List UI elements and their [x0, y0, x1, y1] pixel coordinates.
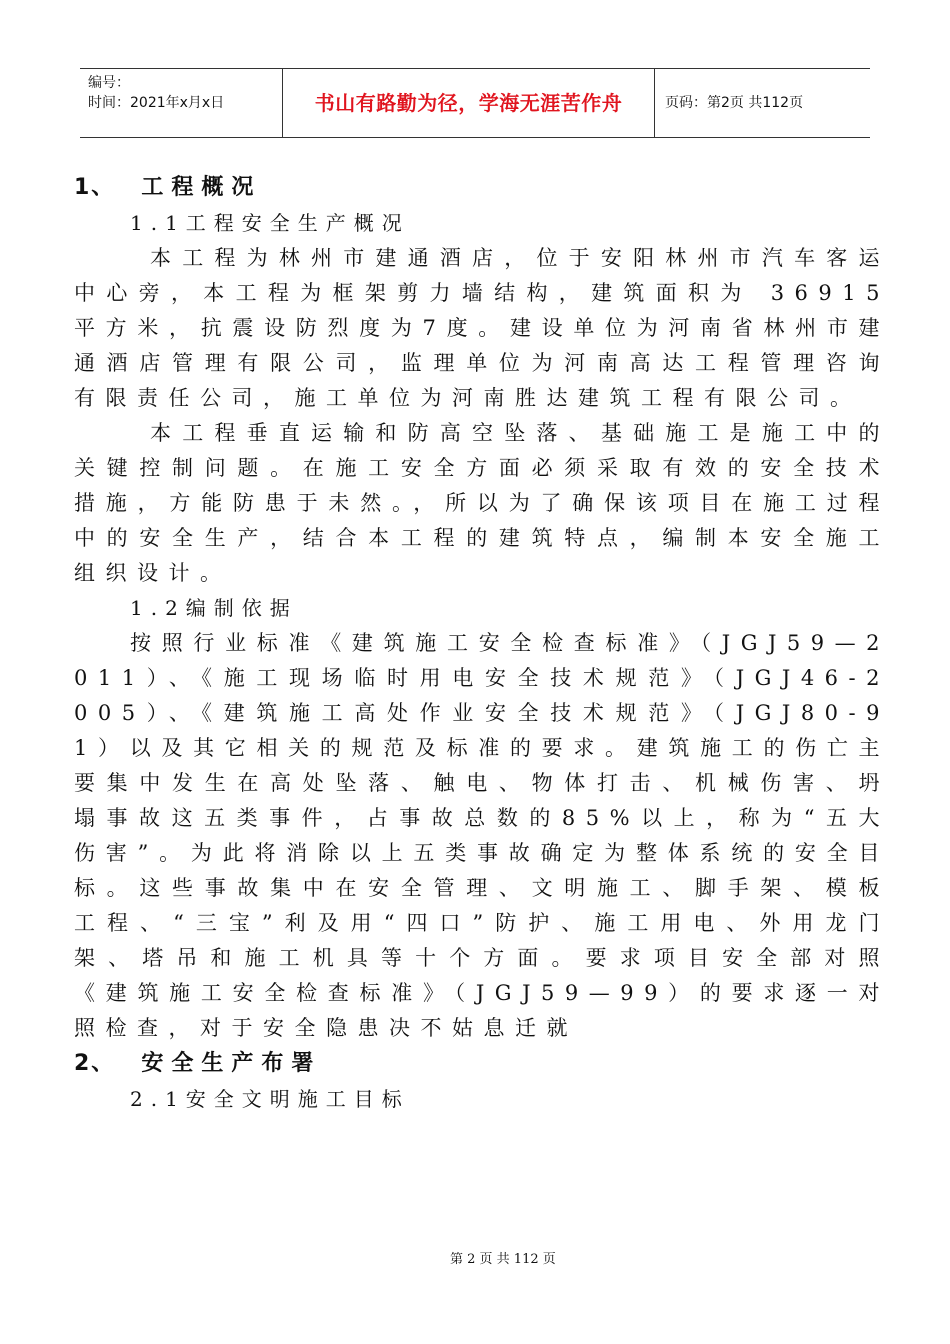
section-1-heading: [74, 170, 890, 206]
section-1-title: 工程概况: [141, 175, 262, 200]
document-body: [74, 170, 890, 1117]
paragraph-basis: 按照行业标准《建筑施工安全检查标准》（JGJ59—2011）、《施工现场临时用电安全技术规范》（JGJ46-2005）、《建筑施工高处作业安全技术规范》（JGJ80-91）以及其它相关的规范及标准的要求。建筑施工的伤亡主要集中发生在高处坠落、触电、物体打击、机械伤害、坍塌事故这五类事件，占事故总数的85%以上，称为“五大伤害”。为此将消除以上五类事故确定为整体系统的安全目标。这些事故集中在安全管理、文明施工、脚手架、模板工程、“三宝”利及用“四口”防护、施工用电、外用龙门架、塔吊和施工机具等十个方面。要求项目安全部对照《建筑施工安全检查标准》（JGJ59—99）的要求逐一对照检查，对于安全隐患决不姑息迁就: [74, 631, 890, 1040]
section-2-title: 安全生产布署: [141, 1051, 322, 1076]
section-1-number: 1、: [74, 175, 116, 200]
document-time-label: 时间：2021年x月x日: [88, 95, 225, 111]
section-2-heading: [74, 1046, 890, 1082]
section-2-number: 2、: [74, 1051, 116, 1076]
header-motto: 书山有路勤为径，学海无涯苦作舟: [283, 69, 655, 137]
paragraph-project-overview: 本工程为林州市建通酒店，位于安阳林州市汽车客运中心旁，本工程为框架剪力墙结构，建筑面积为 36915平方米，抗震设防烈度为7度。建设单位为河南省林州市建通酒店管理有限公司，监理单位为河南高达工程管理咨询有限责任公司，施工单位为河南胜达建筑工程有限公司。: [74, 246, 890, 410]
subsection-2-1-heading: 2.1安全文明施工目标: [130, 1087, 410, 1111]
subsection-1-2-heading: 1.2编制依据: [130, 596, 298, 620]
page-footer: 第 2 页 共 112 页: [450, 1252, 556, 1267]
page-header: [80, 68, 870, 138]
document-number-label: 编号：: [88, 75, 130, 91]
header-page-info: 页码：第2页 共112页: [665, 95, 804, 111]
paragraph-key-control: 本工程垂直运输和防高空坠落、基础施工是施工中的关键控制问题。在施工安全方面必须采取有效的安全技术措施，方能防患于未然。，所以为了确保该项目在施工过程中的安全生产，结合本工程的建筑特点，编制本安全施工组织设计。: [74, 421, 890, 585]
header-meta: [80, 69, 283, 137]
subsection-1-1-heading: 1.1工程安全生产概况: [130, 211, 410, 235]
